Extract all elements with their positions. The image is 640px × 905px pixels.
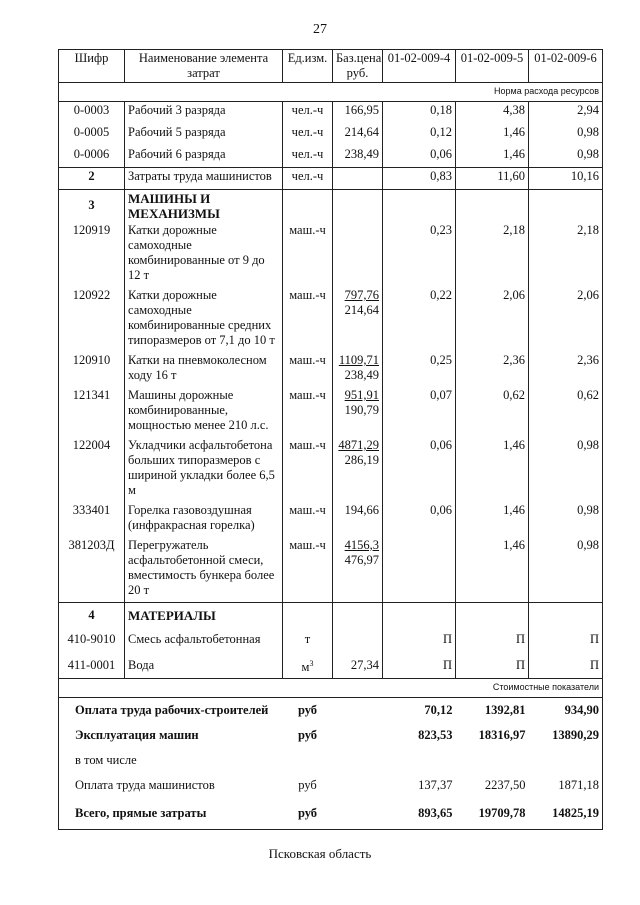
price-base: 797,76 xyxy=(344,288,379,302)
row-v1 xyxy=(383,537,456,603)
total-unit: руб xyxy=(298,777,317,792)
row-v2: П xyxy=(456,653,529,679)
total-name: Оплата труда рабочих-строителей xyxy=(59,698,283,723)
row-v3: 0,98 xyxy=(529,437,603,502)
row-unit: маш.-ч xyxy=(283,537,333,603)
row-v3: 0,98 xyxy=(529,502,603,537)
band-resources: Норма расхода ресурсов xyxy=(59,83,603,102)
empty-cell xyxy=(456,603,529,627)
empty-cell xyxy=(529,603,603,627)
empty-cell xyxy=(383,603,456,627)
row-name: Катки на пневмоколесном ходу 16 т xyxy=(125,352,283,387)
empty-cell xyxy=(333,698,383,723)
empty-cell xyxy=(333,773,383,798)
table-row xyxy=(59,502,603,537)
table-row xyxy=(59,537,603,603)
row-name: Рабочий 3 разряда xyxy=(125,102,283,124)
section-price xyxy=(333,168,383,190)
empty-cell xyxy=(333,603,383,627)
row-code: 0-0003 xyxy=(59,102,125,124)
row-price xyxy=(333,352,383,387)
total-row xyxy=(59,723,603,748)
row-v2: 1,46 xyxy=(456,437,529,502)
row-price: 214,64 xyxy=(333,124,383,146)
header-col1: 01-02-009-4 xyxy=(383,50,456,83)
row-price: 238,49 xyxy=(333,146,383,168)
price-base: 951,91 xyxy=(344,388,379,402)
row-name: Машины дорожные комбинированные, мощностью менее 210 л.с. xyxy=(125,387,283,437)
unit-text: м xyxy=(301,659,310,674)
row-code: 381203Д xyxy=(59,537,125,603)
total-row xyxy=(59,748,603,773)
table-row xyxy=(59,627,603,653)
row-price xyxy=(333,537,383,603)
table-row xyxy=(59,653,603,679)
row-v1: П xyxy=(383,627,456,653)
price-base: 1109,71 xyxy=(338,353,379,367)
row-v1: 0,12 xyxy=(383,124,456,146)
row-v2: 2,06 xyxy=(456,287,529,352)
row-v1: 0,22 xyxy=(383,287,456,352)
row-v3: 0,98 xyxy=(529,537,603,603)
row-unit: маш.-ч xyxy=(283,222,333,287)
row-v3: 2,18 xyxy=(529,222,603,287)
resource-table xyxy=(58,49,603,830)
row-price: 27,34 xyxy=(333,653,383,679)
row-v1: 0,25 xyxy=(383,352,456,387)
empty-cell xyxy=(283,190,333,223)
row-v2: 1,46 xyxy=(456,146,529,168)
row-v3: 0,62 xyxy=(529,387,603,437)
total-v3: 14825,19 xyxy=(529,798,603,830)
row-v2: П xyxy=(456,627,529,653)
row-v1: 0,23 xyxy=(383,222,456,287)
header-col2: 01-02-009-5 xyxy=(456,50,529,83)
row-unit: маш.-ч xyxy=(283,387,333,437)
row-v1: 0,06 xyxy=(383,502,456,537)
section-row xyxy=(59,168,603,190)
total-row xyxy=(59,698,603,723)
row-v2: 4,38 xyxy=(456,102,529,124)
price-current: 476,97 xyxy=(344,553,379,567)
row-v2: 1,46 xyxy=(456,124,529,146)
total-row xyxy=(59,773,603,798)
row-code: 410-9010 xyxy=(59,627,125,653)
row-unit: маш.-ч xyxy=(283,502,333,537)
section-v3: 10,16 xyxy=(529,168,603,190)
total-unit: руб xyxy=(283,798,333,830)
row-price xyxy=(333,387,383,437)
header-col3: 01-02-009-6 xyxy=(529,50,603,83)
table-row xyxy=(59,352,603,387)
price-base: 4871,29 xyxy=(338,438,379,452)
row-v2: 1,46 xyxy=(456,502,529,537)
row-unit: маш.-ч xyxy=(283,352,333,387)
total-name: Эксплуатация машин xyxy=(59,723,283,748)
price-current: 194,66 xyxy=(344,503,379,517)
price-current: 286,19 xyxy=(344,453,379,467)
row-price xyxy=(333,502,383,537)
row-code: 333401 xyxy=(59,502,125,537)
empty-cell xyxy=(333,723,383,748)
price-current: 214,64 xyxy=(344,303,379,317)
total-v1: 70,12 xyxy=(424,702,453,717)
section-v2: 11,60 xyxy=(456,168,529,190)
row-code: 122004 xyxy=(59,437,125,502)
total-v1: 893,65 xyxy=(383,798,456,830)
header-code: Шифр xyxy=(59,50,125,83)
price-current: 190,79 xyxy=(344,403,379,417)
row-v2: 2,36 xyxy=(456,352,529,387)
footer-region: Псковская область xyxy=(268,846,372,861)
row-v1: 0,06 xyxy=(383,437,456,502)
section-name: Затраты труда машинистов xyxy=(125,168,283,190)
total-name: Всего, прямые затраты xyxy=(59,798,283,830)
total-v2: 1392,81 xyxy=(484,702,526,717)
row-v2: 1,46 xyxy=(456,537,529,603)
total-v1 xyxy=(383,748,456,773)
row-unit: маш.-ч xyxy=(283,287,333,352)
total-v2 xyxy=(456,748,529,773)
row-code: 411-0001 xyxy=(59,653,125,679)
row-v3: 2,06 xyxy=(529,287,603,352)
row-v2: 2,18 xyxy=(456,222,529,287)
band-cost: Стоимостные показатели xyxy=(59,679,603,698)
row-price xyxy=(333,287,383,352)
total-unit: руб xyxy=(297,702,318,717)
row-price: 166,95 xyxy=(333,102,383,124)
section-title: МАТЕРИАЛЫ xyxy=(125,603,283,627)
section-code: 4 xyxy=(59,603,125,627)
empty-cell xyxy=(529,190,603,223)
row-name: Укладчики асфальтобетона больших типоразмеров с шириной укладки более 6,5 м xyxy=(125,437,283,502)
row-unit: чел.-ч xyxy=(283,146,333,168)
row-code: 120922 xyxy=(59,287,125,352)
section-code: 3 xyxy=(59,190,125,223)
total-v2: 2237,50 xyxy=(484,777,526,792)
table-row xyxy=(59,124,603,146)
row-name: Горелка газовоздушная (инфракрасная горелка) xyxy=(125,502,283,537)
empty-cell xyxy=(333,798,383,830)
total-v3: 934,90 xyxy=(529,698,603,723)
section-unit: чел.-ч xyxy=(283,168,333,190)
table-header xyxy=(59,50,603,83)
row-price xyxy=(333,437,383,502)
total-name: в том числе xyxy=(59,748,283,773)
row-price xyxy=(333,627,383,653)
total-v3 xyxy=(529,748,603,773)
price-base: 4156,3 xyxy=(344,538,379,552)
row-v3: П xyxy=(529,627,603,653)
empty-cell xyxy=(383,190,456,223)
row-name: Рабочий 6 разряда xyxy=(125,146,283,168)
header-price: Баз.цена руб. xyxy=(333,50,383,83)
table-row xyxy=(59,387,603,437)
table-row xyxy=(59,146,603,168)
empty-cell xyxy=(333,190,383,223)
row-v3: 2,36 xyxy=(529,352,603,387)
row-unit: маш.-ч xyxy=(283,437,333,502)
row-name: Рабочий 5 разряда xyxy=(125,124,283,146)
section-title: МАШИНЫ И МЕХАНИЗМЫ xyxy=(125,190,283,223)
row-v3: 2,94 xyxy=(529,102,603,124)
table-row xyxy=(59,222,603,287)
row-code: 121341 xyxy=(59,387,125,437)
row-v3: 0,98 xyxy=(529,146,603,168)
row-name: Перегружатель асфальтобетонной смеси, вместимость бункера более 20 т xyxy=(125,537,283,603)
unit-text: т xyxy=(304,632,311,646)
row-unit xyxy=(283,653,333,679)
total-v1: 137,37 xyxy=(418,777,453,792)
row-v2: 0,62 xyxy=(456,387,529,437)
row-price xyxy=(333,222,383,287)
row-unit: чел.-ч xyxy=(283,102,333,124)
total-v2: 18316,97 xyxy=(478,727,526,742)
row-v1: 0,06 xyxy=(383,146,456,168)
row-v1: 0,07 xyxy=(383,387,456,437)
row-unit xyxy=(283,627,333,653)
row-name: Катки дорожные самоходные комбинированные средних типоразмеров от 7,1 до 10 т xyxy=(125,287,283,352)
row-code: 120919 xyxy=(59,222,125,287)
total-name: Оплата труда машинистов xyxy=(59,773,283,798)
total-v3: 13890,29 xyxy=(529,723,603,748)
unit-superscript: 3 xyxy=(309,658,314,668)
empty-cell xyxy=(333,748,383,773)
header-name: Наименование элемента затрат xyxy=(125,50,283,83)
total-unit: руб xyxy=(297,727,318,742)
table-row xyxy=(59,287,603,352)
row-unit: чел.-ч xyxy=(283,124,333,146)
section-v1: 0,83 xyxy=(383,168,456,190)
row-v3: П xyxy=(529,653,603,679)
row-name: Смесь асфальтобетонная xyxy=(125,627,283,653)
total-v3: 1871,18 xyxy=(529,773,603,798)
table-row xyxy=(59,102,603,124)
row-name: Вода xyxy=(125,653,283,679)
row-code: 120910 xyxy=(59,352,125,387)
row-code: 0-0005 xyxy=(59,124,125,146)
section-row xyxy=(59,190,603,223)
total-unit xyxy=(283,748,333,773)
section-row xyxy=(59,603,603,627)
row-v1: 0,18 xyxy=(383,102,456,124)
table-row xyxy=(59,437,603,502)
row-name: Катки дорожные самоходные комбинированные от 9 до 12 т xyxy=(125,222,283,287)
total-v1: 823,53 xyxy=(418,727,453,742)
empty-cell xyxy=(456,190,529,223)
total-row xyxy=(59,798,603,830)
section-code: 2 xyxy=(59,168,125,190)
row-v1: П xyxy=(383,653,456,679)
row-code: 0-0006 xyxy=(59,146,125,168)
header-unit: Ед.изм. xyxy=(283,50,333,83)
empty-cell xyxy=(283,603,333,627)
page-number: 27 xyxy=(313,22,327,37)
row-v3: 0,98 xyxy=(529,124,603,146)
total-v2: 19709,78 xyxy=(456,798,529,830)
price-current: 238,49 xyxy=(344,368,379,382)
